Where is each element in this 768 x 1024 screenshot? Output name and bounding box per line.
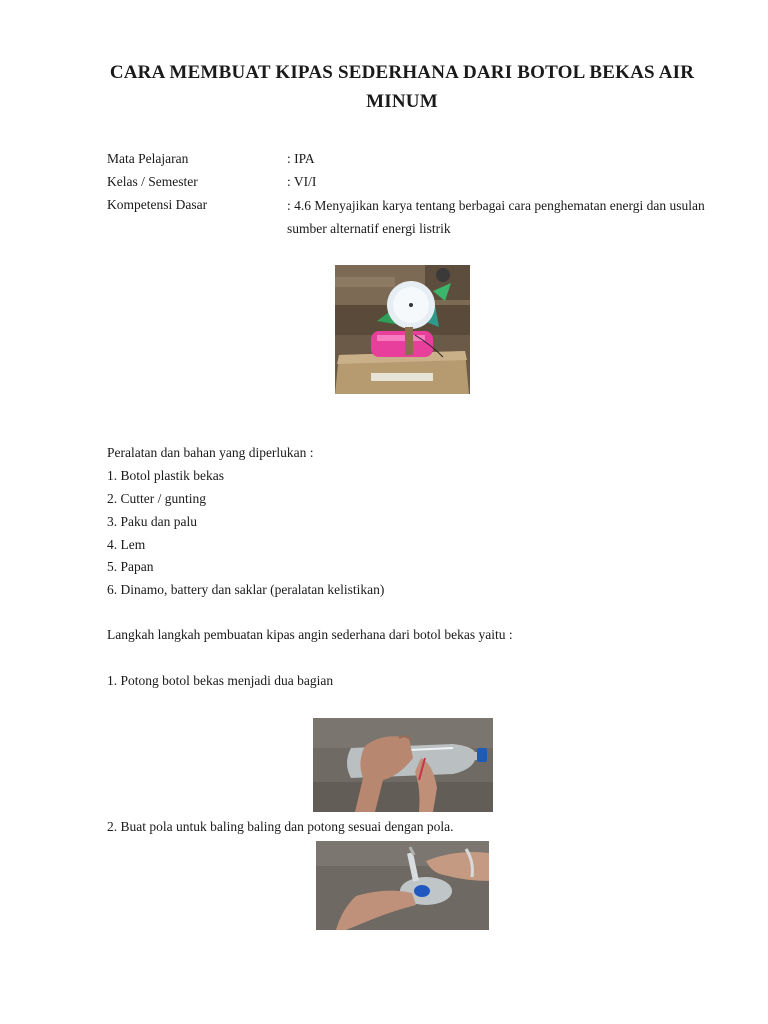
list-item: 3. Paku dan palu xyxy=(107,514,197,529)
list-item: 6. Dinamo, battery dan saklar (peralatan kelistikan) xyxy=(107,582,385,597)
cutting-pattern-photo xyxy=(316,841,489,930)
materials-heading: Peralatan dan bahan yang diperlukan : xyxy=(107,445,314,460)
list-item: 4. Lem xyxy=(107,537,146,552)
fan-product-photo xyxy=(335,265,470,394)
info-value: : IPA xyxy=(287,151,315,166)
info-label: Mata Pelajaran xyxy=(107,151,189,166)
list-item: 1. Botol plastik bekas xyxy=(107,468,224,483)
info-label: Kompetensi Dasar xyxy=(107,197,208,212)
list-item: 2. Cutter / gunting xyxy=(107,491,206,506)
info-value: : 4.6 Menyajikan karya tentang berbagai cara penghematan energi dan usulan sumber alternatif energi listrik xyxy=(287,198,705,236)
steps-heading: Langkah langkah pembuatan kipas angin sederhana dari botol bekas yaitu : xyxy=(107,627,513,642)
info-label: Kelas / Semester xyxy=(107,174,198,189)
step-item: 2. Buat pola untuk baling baling dan potong sesuai dengan pola. xyxy=(107,819,454,834)
step-item: 1. Potong botol bekas menjadi dua bagian xyxy=(107,673,334,688)
cutting-bottle-photo xyxy=(313,718,493,812)
info-value: : VI/I xyxy=(287,174,317,189)
document-title: CARA MEMBUAT KIPAS SEDERHANA DARI BOTOL BEKAS AIR MINUM xyxy=(109,62,695,112)
list-item: 5. Papan xyxy=(107,559,154,574)
